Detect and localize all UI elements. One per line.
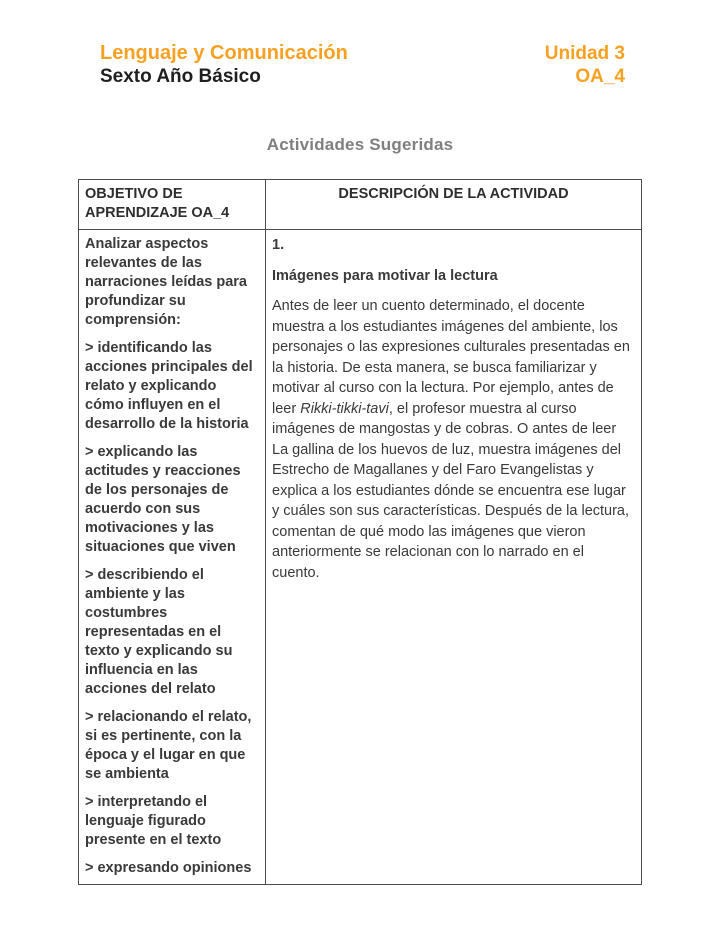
- objective-cell: [79, 230, 266, 885]
- table-header-row: [79, 180, 642, 230]
- table-body-row: [79, 230, 642, 885]
- oa-label: OA_4: [575, 66, 625, 87]
- activity-description: [272, 296, 634, 583]
- objective-intro: Analizar aspectos relevantes de las narraciones leídas para profundizar su comprensión:: [85, 236, 247, 328]
- activity-title: Imágenes para motivar la lectura: [272, 267, 498, 284]
- objective-column-header: OBJETIVO DE APRENDIZAJE OA_4: [79, 180, 266, 230]
- subject-title: Lenguaje y Comunicación: [100, 42, 348, 64]
- activity-number: 1.: [272, 237, 285, 253]
- activity-text-segment: , el profesor muestra al curso imágenes de mangostas y de cobras. O antes de leer La gallina de los huevos de luz, muestra imágenes del Estrecho de Magallanes y del Faro Evangelistas y explica a los estudiantes dónde se encuentra ese lugar y cuáles son sus características. Después de la lectura, comentan de qué modo las imágenes que vieron anteriormente se relacionan con lo narrado en el cuento.: [272, 400, 630, 581]
- objective-bullet: > interpretando el lenguaje figurado presente en el texto: [85, 794, 222, 848]
- page-title: Actividades Sugeridas: [266, 135, 454, 154]
- objective-bullet: > describiendo el ambiente y las costumbres representadas en el texto y explicando su influencia en las acciones del relato: [85, 567, 233, 697]
- document-header: [0, 0, 720, 88]
- objective-bullet: > identificando las acciones principales del relato y explicando cómo influyen en el desarrollo de la historia: [85, 340, 253, 432]
- activity-text-segment: Antes de leer un cuento determinado, el docente muestra a los estudiantes imágenes del ambiente, los personajes o las expresiones culturales presentadas en la historia. De esta manera, se busca familiarizar y motivar al curso con la lectura. Por ejemplo, antes de leer: [272, 298, 630, 417]
- activity-book-title-italic: Rikki-tikki-tavi: [300, 400, 389, 417]
- objective-bullet: > explicando las actitudes y reacciones de los personajes de acuerdo con sus motivaciones y las situaciones que viven: [85, 444, 241, 555]
- description-column-header: DESCRIPCIÓN DE LA ACTIVIDAD: [266, 180, 642, 230]
- objective-bullet: > relacionando el relato, si es pertinente, con la época y el lugar en que se ambienta: [85, 709, 252, 782]
- activity-cell: [266, 230, 642, 885]
- objective-bullet: > expresando opiniones: [85, 860, 252, 876]
- header-left-block: [100, 42, 348, 88]
- header-right-block: [545, 42, 625, 88]
- unit-label: Unidad 3: [544, 43, 625, 64]
- grade-subtitle: Sexto Año Básico: [100, 66, 261, 87]
- suggested-activities-table: [78, 179, 642, 885]
